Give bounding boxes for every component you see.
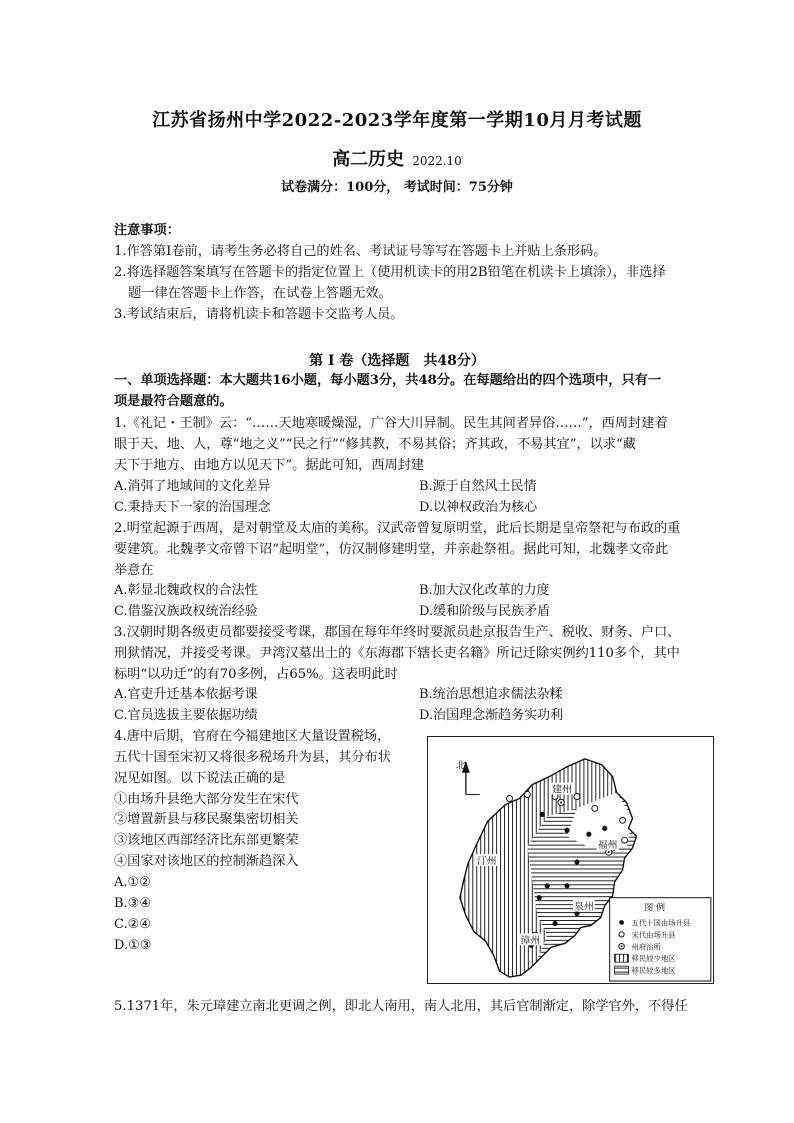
question-4-text: 五代十国至宋初又将很多税场升为县，其分布状 [114, 750, 391, 765]
question-5-text: 5.1371年，朱元璋建立南北更调之例，即北人南用，南人北用，其后官制渐定，除学官外，不得任 [114, 999, 688, 1014]
question-4-statement: ④国家对该地区的控制渐趋深入 [114, 854, 299, 869]
note-line: 3.考试结束后，请将机读卡和答题卡交监考人员。 [114, 307, 404, 322]
question-2-text: 要建筑。北魏孝文帝曾下诏“起明堂”，仿汉制修建明堂，并亲赴祭祖。据此可知，北魏孝文帝此 [114, 542, 669, 557]
q4-option-c: C.②④ [114, 917, 151, 932]
question-1-text: 天下于地方、由地方以见天下”。据此可知，西周封建 [114, 458, 425, 473]
question-3-text: 标明“以功迁”的有70多例，占65%。这表明此时 [114, 667, 398, 682]
map-legend [610, 898, 711, 981]
q1-option-b: B.源于自然风土民情 [419, 479, 537, 494]
section-instructions: 项是最符合题意的。 [114, 394, 233, 409]
question-2-text: 举意在 [114, 563, 154, 578]
city-label-quanzhou: 泉州 [573, 901, 594, 913]
q2-option-c: C.借鉴汉族政权统治经验 [114, 604, 258, 619]
note-line: 1.作答第Ⅰ卷前，请考生务必将自己的姓名、考试证号等写在答题卡上并贴上条形码。 [114, 244, 607, 259]
question-3-text: 刑狱情况，并接受考课。尹湾汉墓出土的《东海郡下辖长吏名籍》所记迁除实例约110多个，其中 [114, 646, 680, 661]
question-4-statement: ②增置新县与移民聚集密切相关 [114, 812, 299, 827]
legend-item: 移民较多地区 [631, 966, 676, 976]
question-4-text: 况见如图。以下说法正确的是 [114, 771, 286, 786]
subject: 高二历史 [332, 149, 405, 170]
exam-subtitle [0, 145, 794, 171]
question-4-text: 4.唐中后期，官府在今福建地区大量设置税场， [114, 729, 391, 744]
question-1-text: 眼于天、地、人，尊“地之义”“民之行”“修其教，不易其俗；齐其政，不易其宜”，以求“藏 [114, 437, 636, 452]
fujian-map [428, 737, 713, 983]
legend-title: 图 例 [644, 903, 666, 914]
q3-option-a: A.官吏升迁基本依据考课 [114, 687, 258, 702]
notes-heading: 注意事项： [114, 223, 180, 238]
q3-option-d: D.治国理念渐趋务实功利 [419, 708, 564, 723]
fujian-map-figure [427, 736, 714, 984]
q1-option-d: D.以神权政治为核心 [419, 500, 538, 515]
legend-item: 宋代由场升县 [631, 930, 676, 940]
legend-item: 移民较少地区 [631, 954, 676, 964]
q2-option-b: B.加大汉化改革的力度 [419, 583, 550, 598]
q3-option-b: B.统治思想追求儒法杂糅 [419, 687, 563, 702]
note-line: 2.将选择题答案填写在答题卡的指定位置上（使用机读卡的用2B铅笔在机读卡上填涂），非选择 [114, 265, 666, 280]
question-1-text: 1.《礼记・王制》云：“……天地寒暖燥湿，广谷大川异制。民生其间者异俗……”，西周封建着 [114, 416, 668, 431]
legend-item: 州府治所 [631, 942, 661, 952]
question-2-text: 2.明堂起源于西周，是对朝堂及太庙的美称。汉武帝曾复原明堂，此后长期是皇帝祭祀与布政的重 [114, 521, 681, 536]
question-3-text: 3.汉朝时期各级吏员都要接受考课，郡国在每年年终时要派员赴京报告生产、税收、财务、户口、 [114, 625, 681, 640]
section-title: 第 Ⅰ 卷（选择题 共48分） [309, 353, 485, 369]
city-label-zhangzhou: 漳州 [520, 935, 541, 947]
q1-option-a: A.消弭了地域间的文化差异 [114, 479, 271, 494]
north-label: 北 [455, 760, 466, 772]
section-instructions: 一、单项选择题：本大题共16小题，每小题3分，共48分。在每题给出的四个选项中，只有一 [114, 373, 662, 388]
city-label-fuzhou: 福州 [597, 840, 618, 852]
exam-date: 2022.10 [412, 154, 462, 168]
exam-title: 江苏省扬州中学2022-2023学年度第一学期10月月考试题 [152, 110, 642, 131]
q4-option-d: D.①③ [114, 938, 152, 953]
q4-option-b: B.③④ [114, 896, 151, 911]
question-4-statement: ①由场升县绝大部分发生在宋代 [114, 792, 299, 807]
q2-option-d: D.缓和阶级与民族矛盾 [419, 604, 551, 619]
q3-option-c: C.官员选拔主要依据功绩 [114, 708, 258, 723]
q1-option-c: C.秉持天下一家的治国理念 [114, 500, 271, 515]
legend-item: 五代十国由场升县 [631, 918, 691, 928]
question-4-statement: ③该地区西部经济比东部更繁荣 [114, 833, 299, 848]
exam-meta: 试卷满分：100分， 考试时间：75分钟 [281, 180, 513, 195]
city-label-tingzhou: 汀州 [476, 855, 497, 867]
q2-option-a: A.彰显北魏政权的合法性 [114, 583, 258, 598]
q4-option-a: A.①② [114, 875, 151, 890]
note-line: 题一律在答题卡上作答，在试卷上答题无效。 [128, 286, 392, 301]
city-label-jianzhou: 建州 [552, 784, 572, 796]
